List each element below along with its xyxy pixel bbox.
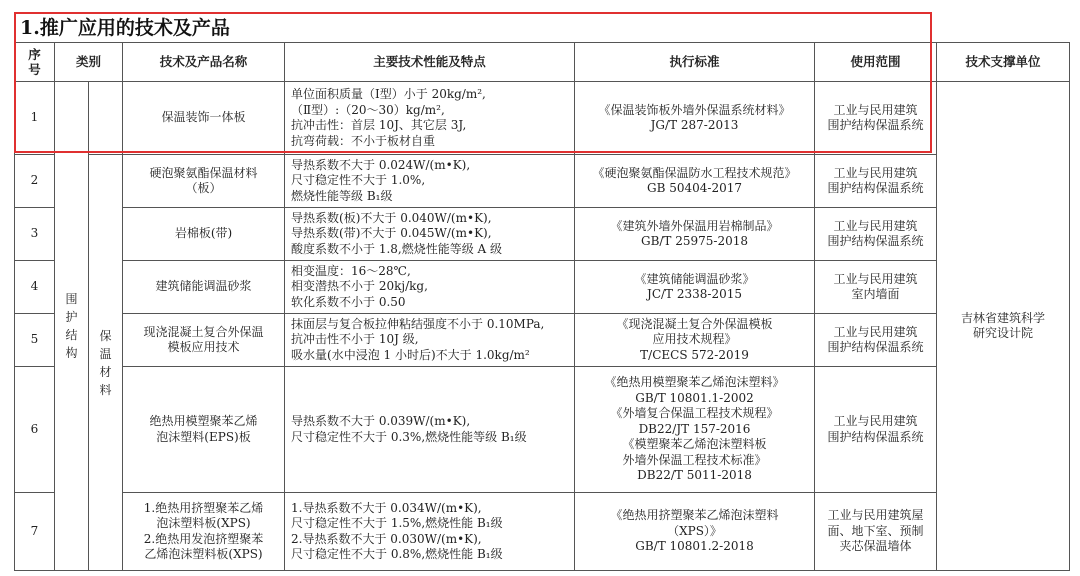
row-product: 建筑储能调温砂浆 bbox=[123, 261, 285, 314]
row-seq: 4 bbox=[15, 261, 55, 314]
row-product: 硬泡聚氨酯保温材料 （板） bbox=[123, 155, 285, 208]
row-product: 1.绝热用挤塑聚苯乙烯 泡沫塑料板(XPS) 2.绝热用发泡挤塑聚苯 乙烯泡沫塑料板(XPS) bbox=[123, 493, 285, 571]
table-row bbox=[15, 493, 1070, 571]
header-standard: 执行标准 bbox=[575, 43, 815, 82]
row-standard: 《保温装饰板外墙外保温系统材料》 JG/T 287-2013 bbox=[575, 82, 815, 155]
row-standard: 《硬泡聚氨酯保温防水工程技术规范》 GB 50404-2017 bbox=[575, 155, 815, 208]
row-scope: 工业与民用建筑 围护结构保温系统 bbox=[815, 155, 937, 208]
table-row bbox=[15, 155, 1070, 208]
row-scope: 工业与民用建筑 围护结构保温系统 bbox=[815, 82, 937, 155]
row-product: 现浇混凝土复合外保温 模板应用技术 bbox=[123, 314, 285, 367]
row-seq: 5 bbox=[15, 314, 55, 367]
row-scope: 工业与民用建筑 围护结构保温系统 bbox=[815, 314, 937, 367]
row-scope: 工业与民用建筑 围护结构保温系统 bbox=[815, 367, 937, 493]
section-title: 1.推广应用的技术及产品 bbox=[20, 17, 230, 39]
row-performance: 导热系数不大于 0.039W/(m•K), 尺寸稳定性不大于 0.3%,燃烧性能等级 B₁级 bbox=[285, 367, 575, 493]
row-standard: 《绝热用挤塑聚苯乙烯泡沫塑料 （XPS）》 GB/T 10801.2-2018 bbox=[575, 493, 815, 571]
category-sub: 保 温 材 料 bbox=[89, 155, 123, 571]
product-table bbox=[14, 42, 1070, 571]
row-performance: 导热系数(板)不大于 0.040W/(m•K), 导热系数(带)不大于 0.045W/(m•K), 酸度系数不小于 1.8,燃烧性能等级 A 级 bbox=[285, 208, 575, 261]
row-standard: 《现浇混凝土复合外保温模板 应用技术规程》 T/CECS 572-2019 bbox=[575, 314, 815, 367]
row-seq: 2 bbox=[15, 155, 55, 208]
table-row bbox=[15, 261, 1070, 314]
row-scope: 工业与民用建筑屋 面、地下室、预制 夹芯保温墙体 bbox=[815, 493, 937, 571]
support-unit: 吉林省建筑科学 研究设计院 bbox=[937, 82, 1070, 571]
row-performance: 导热系数不大于 0.024W/(m•K), 尺寸稳定性不大于 1.0%, 燃烧性能等级 B₁级 bbox=[285, 155, 575, 208]
row-seq: 3 bbox=[15, 208, 55, 261]
table-row bbox=[15, 314, 1070, 367]
row-standard: 《绝热用模塑聚苯乙烯泡沫塑料》 GB/T 10801.1-2002 《外墙复合保温工程技术规程》 DB22/JT 157-2016 《模塑聚苯乙烯泡沫塑料板 外墙外保温工程技术标准》 DB22/T 5011-2018 bbox=[575, 367, 815, 493]
row-product: 绝热用模塑聚苯乙烯 泡沫塑料(EPS)板 bbox=[123, 367, 285, 493]
row-product: 保温装饰一体板 bbox=[123, 82, 285, 155]
table-header-row bbox=[15, 43, 1070, 82]
row-seq: 6 bbox=[15, 367, 55, 493]
row-performance: 相变温度：16～28℃, 相变潜热不小于 20kj/kg, 软化系数不小于 0.50 bbox=[285, 261, 575, 314]
category-sub-empty bbox=[89, 82, 123, 155]
header-seq: 序 号 bbox=[15, 43, 55, 82]
row-scope: 工业与民用建筑 室内墙面 bbox=[815, 261, 937, 314]
row-standard: 《建筑外墙外保温用岩棉制品》 GB/T 25975-2018 bbox=[575, 208, 815, 261]
category-main: 围 护 结 构 bbox=[55, 82, 89, 571]
header-support: 技术支撑单位 bbox=[937, 43, 1070, 82]
header-scope: 使用范围 bbox=[815, 43, 937, 82]
row-scope: 工业与民用建筑 围护结构保温系统 bbox=[815, 208, 937, 261]
header-product: 技术及产品名称 bbox=[123, 43, 285, 82]
header-category: 类别 bbox=[55, 43, 123, 82]
header-performance: 主要技术性能及特点 bbox=[285, 43, 575, 82]
row-seq: 1 bbox=[15, 82, 55, 155]
row-product: 岩棉板(带) bbox=[123, 208, 285, 261]
row-performance: 抹面层与复合板拉伸粘结强度不小于 0.10MPa, 抗冲击性不小于 10J 级, 吸水量(水中浸泡 1 小时后)不大于 1.0kg/m² bbox=[285, 314, 575, 367]
row-seq: 7 bbox=[15, 493, 55, 571]
row-performance: 单位面积质量（Ⅰ型）小于 20kg/m², （Ⅱ型）:（20～30）kg/m², 抗冲击性：首层 10J、其它层 3J, 抗弯荷载：不小于板材自重 bbox=[285, 82, 575, 155]
row-performance: 1.导热系数不大于 0.034W/(m•K), 尺寸稳定性不大于 1.5%,燃烧性能 B₁级 2.导热系数不大于 0.030W/(m•K), 尺寸稳定性不大于 0.8%,燃烧性能 B₁级 bbox=[285, 493, 575, 571]
table-row bbox=[15, 367, 1070, 493]
table-row bbox=[15, 208, 1070, 261]
table-row bbox=[15, 82, 1070, 155]
row-standard: 《建筑储能调温砂浆》 JC/T 2338-2015 bbox=[575, 261, 815, 314]
